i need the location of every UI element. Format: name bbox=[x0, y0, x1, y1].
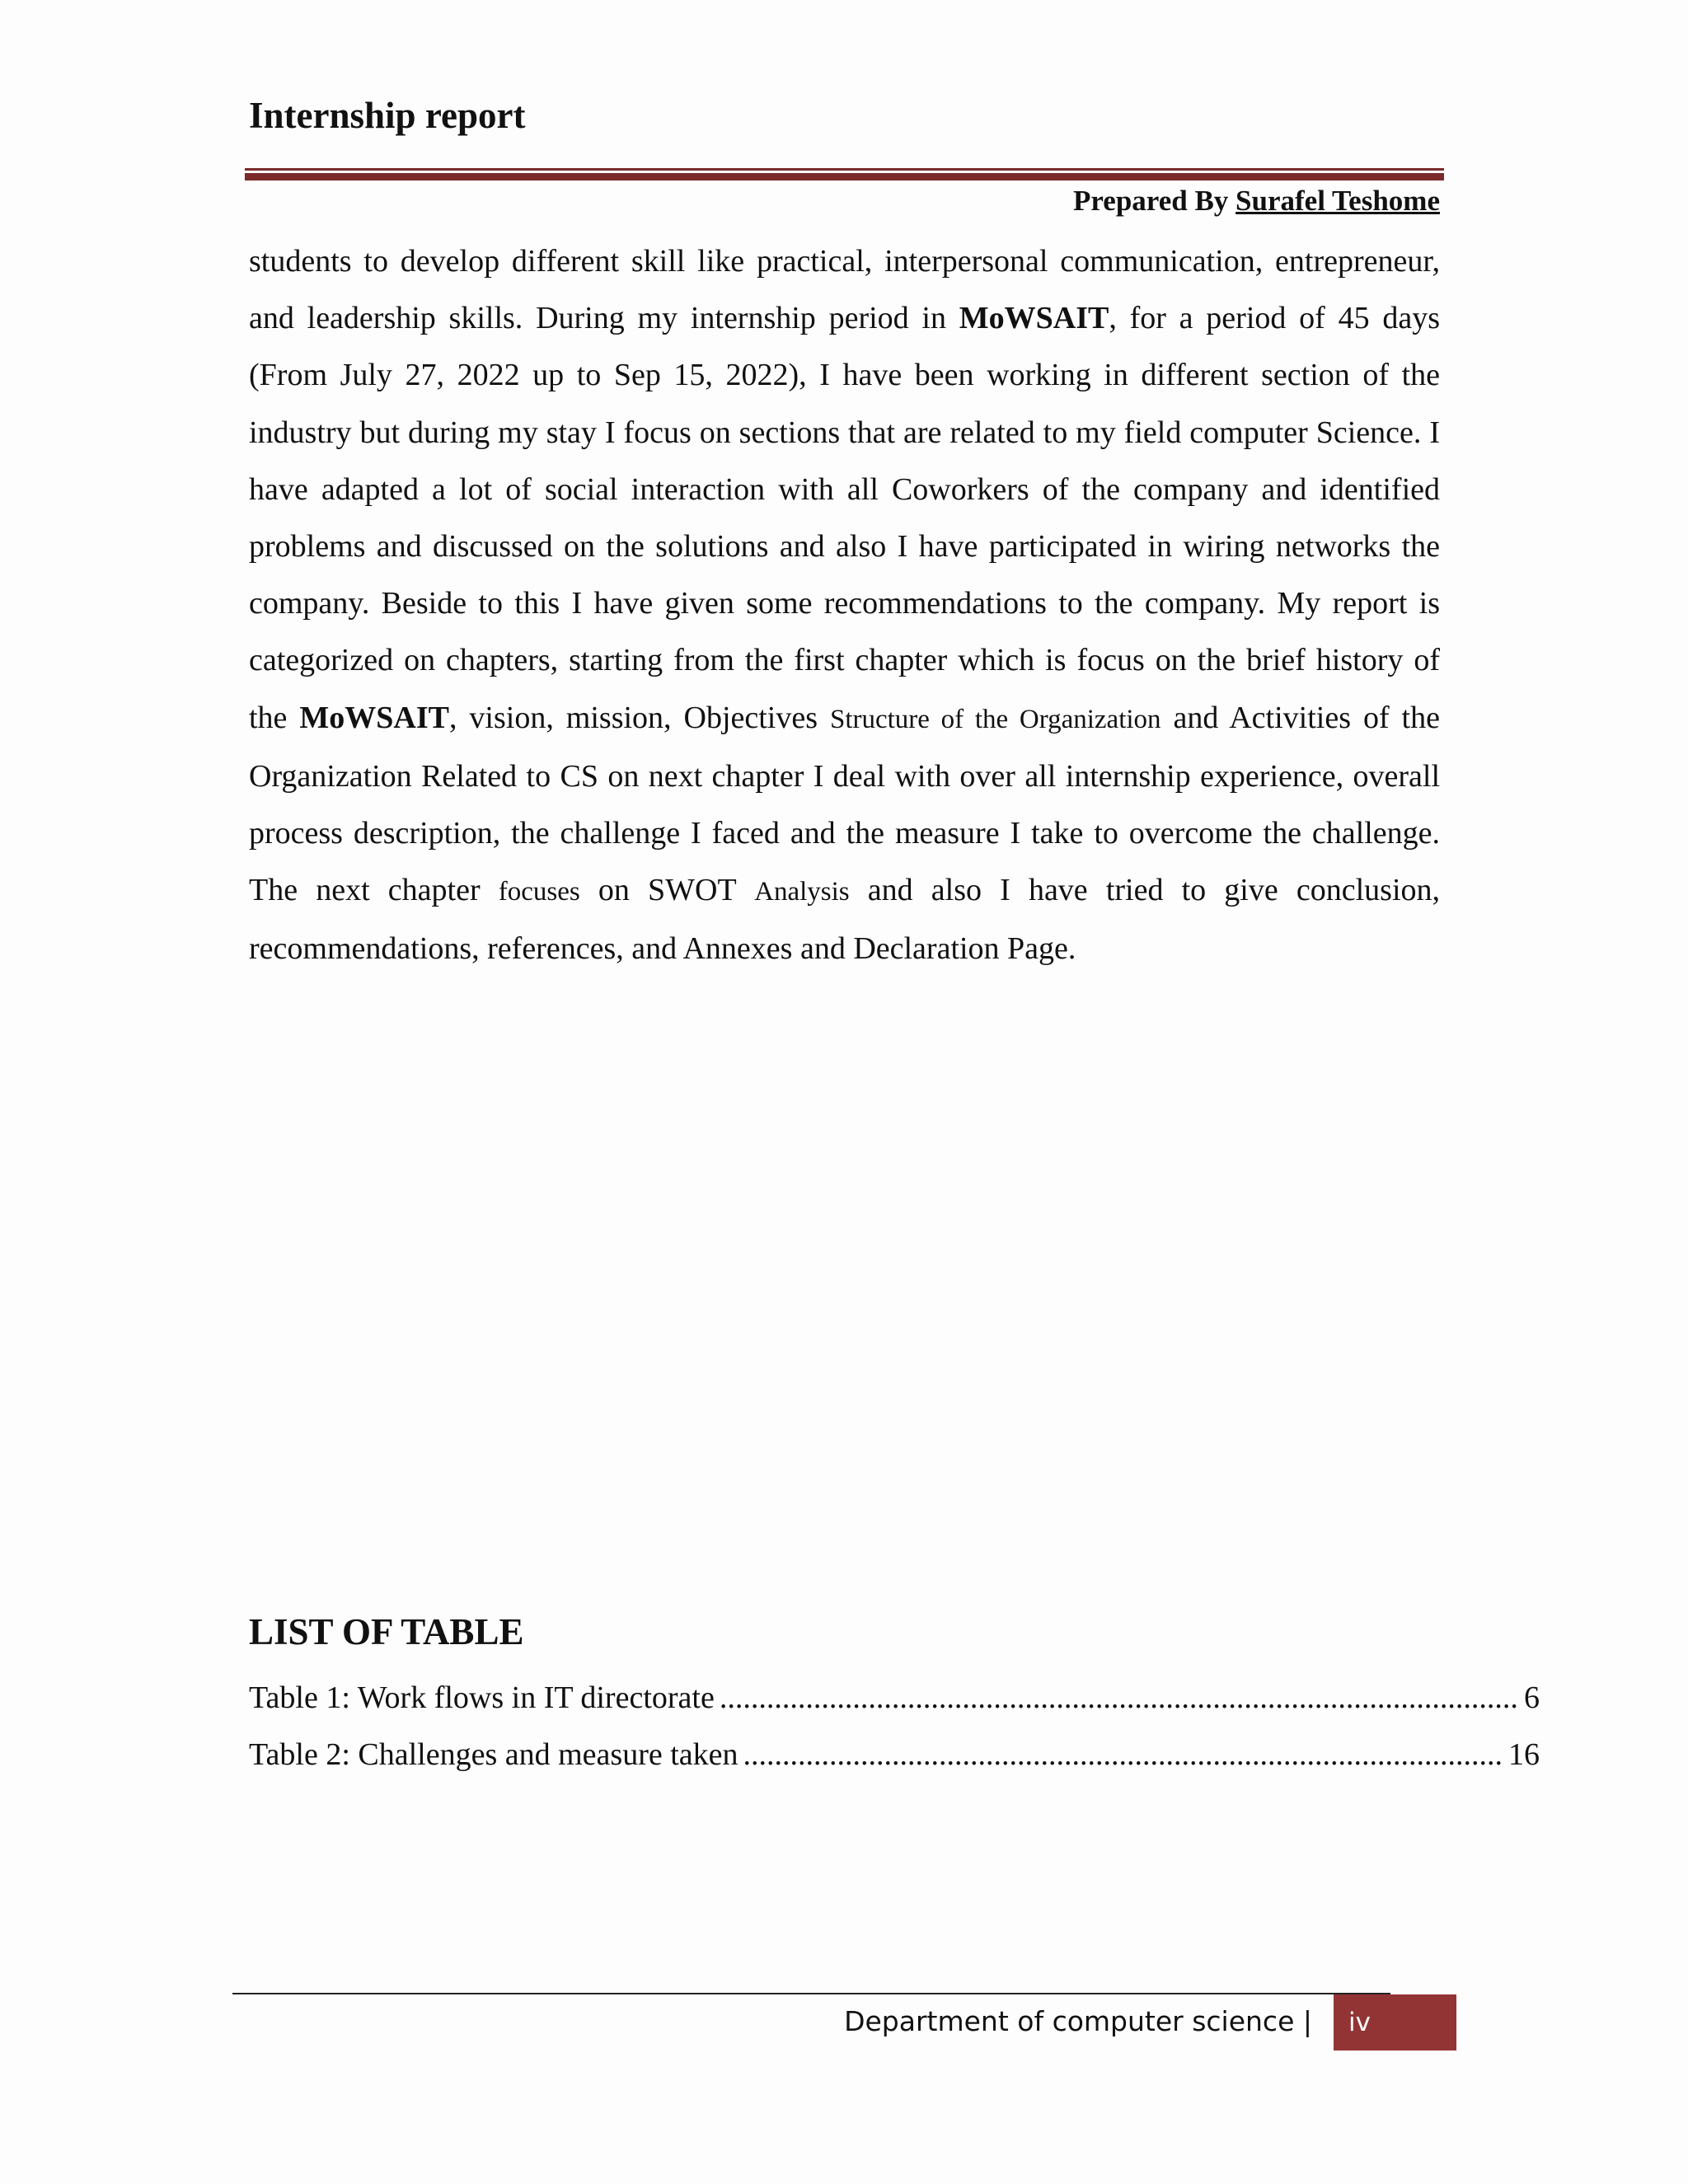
footer-department: Department of computer science | bbox=[844, 2005, 1312, 2037]
body-paragraph bbox=[249, 233, 1440, 978]
org-name: MoWSAIT bbox=[299, 700, 449, 735]
body-text-run-small: focuses bbox=[498, 877, 580, 907]
report-title: Internship report bbox=[249, 95, 526, 136]
body-text-run-small: Structure of the Organization bbox=[829, 704, 1161, 734]
toc-entry-page: 6 bbox=[1524, 1680, 1540, 1715]
body-text-run-small: Analysis bbox=[754, 877, 850, 907]
prepared-by-prefix: Prepared By bbox=[1073, 185, 1236, 217]
prepared-by-line bbox=[1073, 183, 1440, 219]
body-text-run: and also I have tried to give conclusion, recommendations, references, and Annexes and Declaration Page. bbox=[249, 873, 1441, 967]
body-text-run: on SWOT bbox=[579, 873, 755, 908]
org-name: MoWSAIT bbox=[959, 301, 1109, 336]
header-rule-thick bbox=[245, 173, 1444, 180]
body-text-run: students to develop different skill like practical, interpersonal communication, entrepreneur, and leadership skills. During my internship period in bbox=[249, 244, 1440, 336]
list-of-table-heading: LIST OF TABLE bbox=[249, 1611, 524, 1652]
toc-entry-label: Table 1: Work flows in IT directorate bbox=[249, 1680, 715, 1715]
toc-entry-label: Table 2: Challenges and measure taken bbox=[249, 1737, 738, 1772]
body-paragraph-container bbox=[249, 233, 1440, 978]
header-rule-thin bbox=[245, 168, 1444, 171]
toc-entry[interactable] bbox=[249, 1727, 1540, 1783]
body-text-run: , vision, mission, Objectives bbox=[448, 700, 830, 735]
body-text-run: , for a period of 45 days (From July 27, 2022 up to Sep 15, 2022), I have been working in different section of the industry but during my stay I focus on sections that are related to my field computer Science. I have adapted a lot of social interaction with all Coworkers of the company and identified problems and discussed on the solutions and also I have participated in wiring networks the company. Beside to this I have given some recommendations to the company. My report is categorized on chapters, starting from the first chapter which is focus on the brief history of the bbox=[249, 301, 1440, 735]
toc-entry-page: 16 bbox=[1508, 1737, 1540, 1772]
toc-entry[interactable] bbox=[249, 1670, 1540, 1727]
author-name: Surafel Teshome bbox=[1236, 185, 1440, 217]
list-of-table bbox=[249, 1670, 1540, 1783]
body-text-run: and Activities of the Organization Related to CS on next chapter I deal with over all internship experience, overall process description, the challenge I faced and the measure I take to overcome the challenge. The next chapter bbox=[249, 700, 1440, 908]
toc-leader-dots bbox=[743, 1727, 1503, 1783]
footer-rule bbox=[232, 1993, 1390, 1994]
toc-leader-dots bbox=[720, 1670, 1519, 1727]
footer-page-number: iv bbox=[1334, 1994, 1456, 2050]
